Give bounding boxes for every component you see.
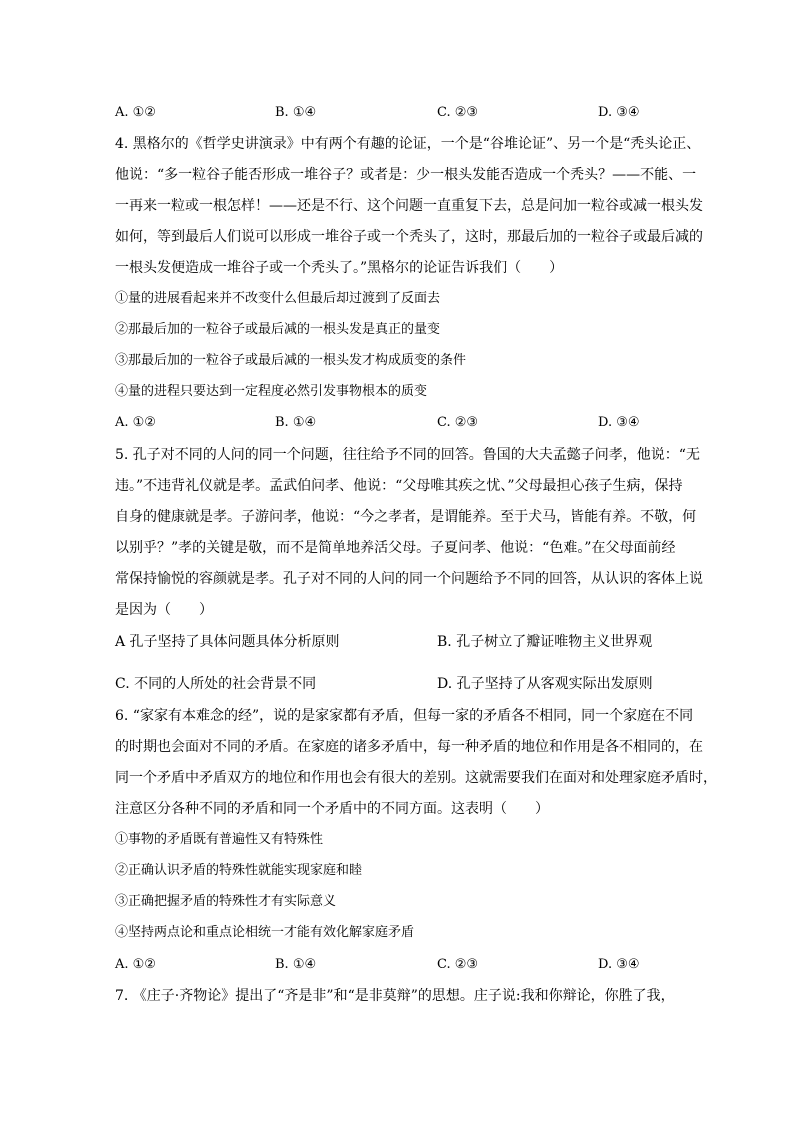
- q6-statement: ④坚持两点论和重点论相统一才能有效化解家庭矛盾: [115, 925, 415, 940]
- q4-options: [115, 413, 705, 433]
- q5-options-row1: [115, 632, 705, 652]
- q6-option-d[interactable]: D. ③④: [598, 957, 640, 972]
- q5-stem-line: 以别乎？”孝的关键是敬，而不是简单地养活父母。子夏问孝、他说：“色难。”在父母面前经: [115, 540, 676, 556]
- q3-option-c[interactable]: C. ②③: [437, 105, 479, 120]
- q4-statement: ④量的进程只要达到一定程度必然引发事物根本的质变: [115, 384, 428, 399]
- q4-stem-line: 一再来一粒或一根怎样！——还是不行、这个问题一直重复下去，总是问加一粒谷或减一根头发: [115, 198, 703, 214]
- q6-stem-line: 注意区分各种不同的矛盾和同一个矛盾中的不同方面。这表明（ ）: [115, 801, 549, 817]
- q6-option-c[interactable]: C. ②③: [437, 957, 479, 972]
- q5-option-c[interactable]: C. 不同的人所处的社会背景不同: [115, 676, 317, 692]
- q4-stem-line: 他说：“多一粒谷子能否形成一堆谷子？或者是：少一根头发能否造成一个秃头？——不能、一: [115, 167, 697, 183]
- q6-stem-line: 6. “家家有本难念的经”，说的是家家都有矛盾，但每一家的矛盾各不相同，同一个家庭在不同: [115, 708, 694, 724]
- q6-stem-line: 的时期也会面对不同的矛盾。在家庭的诸多矛盾中，每一种矛盾的地位和作用是各不相同的，在: [115, 739, 703, 755]
- q3-option-d[interactable]: D. ③④: [598, 105, 640, 120]
- q4-statement: ①量的进展看起来并不改变什么但最后却过渡到了反面去: [115, 291, 441, 306]
- q5-stem-line: 自身的健康就是孝。子游问孝，他说：“今之孝者，是谓能养。至于犬马，皆能有养。不敬，何: [115, 509, 697, 525]
- q3-option-a[interactable]: A. ①②: [115, 105, 156, 120]
- q4-stem-line: 一根头发便造成一堆谷子或一个秃头了。”黑格尔的论证告诉我们（ ）: [115, 260, 564, 276]
- q4-option-b[interactable]: B. ①④: [275, 415, 317, 430]
- q5-stem-line: 5. 孔子对不同的人问的同一个问题，往往给予不同的回答。鲁国的大夫孟懿子问孝，他说：“无: [115, 447, 700, 463]
- q6-statement: ①事物的矛盾既有普遍性又有特殊性: [115, 832, 324, 847]
- q5-stem-line: 常保持愉悦的容颜就是孝。孔子对不同的人问的同一个问题给予不同的回答，从认识的客体上说: [115, 571, 703, 587]
- q4-stem-line: 4. 黑格尔的《哲学史讲演录》中有两个有趣的论证，一个是“谷堆论证”、另一个是“秃头论正、: [115, 136, 701, 152]
- q4-statement: ②那最后加的一粒谷子或最后减的一根头发是真正的量变: [115, 322, 441, 337]
- q4-option-a[interactable]: A. ①②: [115, 415, 156, 430]
- q4-option-c[interactable]: C. ②③: [437, 415, 479, 430]
- q4-statement: ③那最后加的一粒谷子或最后减的一根头发才构成质变的条件: [115, 353, 467, 368]
- q6-statement: ②正确认识矛盾的特殊性就能实现家庭和睦: [115, 863, 363, 878]
- q6-option-a[interactable]: A. ①②: [115, 957, 156, 972]
- q5-stem-line: 违。”不违背礼仪就是孝。孟武伯问孝、他说：“父母唯其疾之忧、”父母最担心孩子生病，保持: [115, 478, 683, 494]
- q6-options: [115, 955, 705, 975]
- q5-option-d[interactable]: D. 孔子坚持了从客观实际出发原则: [437, 676, 653, 692]
- q4-option-d[interactable]: D. ③④: [598, 415, 640, 430]
- q5-stem-line: 是因为（ ）: [115, 602, 213, 618]
- q6-option-b[interactable]: B. ①④: [275, 957, 317, 972]
- q6-statement: ③正确把握矛盾的特殊性才有实际意义: [115, 894, 337, 909]
- q5-options-row2: [115, 674, 705, 694]
- q3-option-b[interactable]: B. ①④: [275, 105, 317, 120]
- q5-option-a[interactable]: A 孔子坚持了具体问题具体分析原则: [115, 634, 340, 650]
- q3-options: [115, 103, 705, 123]
- q6-stem-line: 同一个矛盾中矛盾双方的地位和作用也会有很大的差别。这就需要我们在面对和处理家庭矛盾时，: [115, 770, 717, 786]
- q4-stem-line: 如何，等到最后人们说可以形成一堆谷子或一个秃头了，这时，那最后加的一粒谷子或最后减的: [115, 229, 703, 245]
- q7-stem-line: 7. 《庄子·齐物论》提出了“齐是非”和“是非莫辩”的思想。庄子说:我和你辩论，你胜了我，: [115, 988, 675, 1004]
- q5-option-b[interactable]: B. 孔子树立了瓣证唯物主义世界观: [437, 634, 653, 650]
